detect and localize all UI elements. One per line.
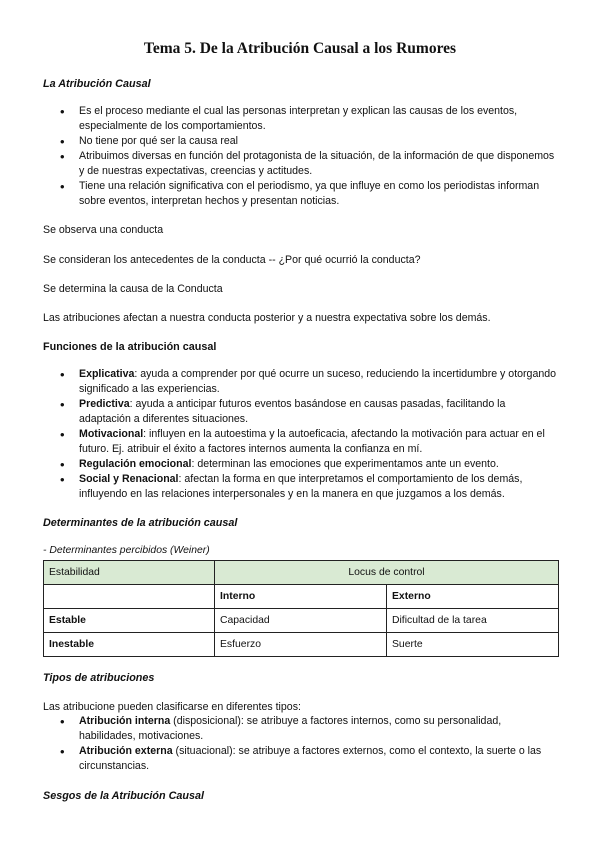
item-text: : influyen en la autoestima y la autoeficacia, afectando la motivación para actuar en el futuro. Ej. atribuir el éxito a factores internos aumenta la confianza en mí. <box>79 428 545 455</box>
item-text: : ayuda a anticipar futuros eventos basándose en causas pasadas, facilitando la adaptación a diferentes situaciones. <box>79 398 506 425</box>
corner-cell: Estabilidad <box>44 561 215 585</box>
list-item: • Es el proceso mediante el cual las personas interpretan y explican las causas de los eventos, especialmente de los comportamientos. <box>43 104 558 134</box>
list-item <box>43 427 558 457</box>
list-item <box>43 472 558 502</box>
table-cell: Capacidad <box>215 609 387 633</box>
list-item <box>43 397 558 427</box>
group-header-cell: Locus de control <box>215 561 559 585</box>
tipos-intro: Las atribucione pueden clasificarse en diferentes tipos: <box>43 701 301 713</box>
closing-paragraph: Las atribuciones afectan a nuestra conducta posterior y a nuestra expectativa sobre los demás. <box>43 312 491 324</box>
list-item <box>43 744 558 774</box>
item-term: Atribución interna <box>79 715 171 727</box>
table-subheader-row <box>44 585 559 609</box>
item-term: Atribución externa <box>79 745 173 757</box>
table-cell: Suerte <box>387 633 559 657</box>
list-item: • Tiene una relación significativa con el periodismo, ya que influye en como los periodistas informan sobre eventos, interpretan hechos y presentan noticias. <box>43 179 558 209</box>
item-text: : ayuda a comprender por qué ocurre un suceso, reduciendo la incertidumbre y otorgando significado a las experiencias. <box>79 368 557 395</box>
item-text: (situacional): se atribuye a factores externos, como el contexto, la suerte o las circunstancias. <box>79 745 542 772</box>
item-text: : afectan la forma en que interpretamos el comportamiento de los demás, influyendo en las relaciones interpersonales y en la manera en que juzgamos a los demás. <box>79 473 523 500</box>
section-heading-tipos: Tipos de atribuciones <box>43 672 155 684</box>
table-row <box>44 609 559 633</box>
atribucion-bullet-list <box>43 104 558 209</box>
row-label: Inestable <box>44 633 215 657</box>
funciones-bullet-list <box>43 367 558 502</box>
table-row <box>44 633 559 657</box>
item-text: (disposicional): se atribuye a factores internos, como su personalidad, habilidades, motivaciones. <box>79 715 502 742</box>
step-observe: Se observa una conducta <box>43 224 164 236</box>
table-cell: Esfuerzo <box>215 633 387 657</box>
item-term: Predictiva <box>79 398 130 410</box>
step-antecedents: Se consideran los antecedentes de la conducta -- ¿Por qué ocurrió la conducta? <box>43 254 421 266</box>
table-cell: Dificultad de la tarea <box>387 609 559 633</box>
tipos-bullet-list <box>43 714 558 774</box>
list-item: • No tiene por qué ser la causa real <box>43 134 558 149</box>
section-heading-determinantes: Determinantes de la atribución causal <box>43 517 238 529</box>
row-label: Estable <box>44 609 215 633</box>
section-heading-funciones: Funciones de la atribución causal <box>43 341 217 353</box>
list-item <box>43 367 558 397</box>
section-heading-atribucion: La Atribución Causal <box>43 78 151 90</box>
determinantes-table <box>43 560 559 657</box>
item-term: Motivacional <box>79 428 144 440</box>
page-title: Tema 5. De la Atribución Causal a los Rumores <box>143 40 457 57</box>
col-header-externo: Externo <box>387 585 559 609</box>
step-cause: Se determina la causa de la Conducta <box>43 283 223 295</box>
item-text: : determinan las emociones que experimentamos ante un evento. <box>191 458 499 470</box>
item-term: Explicativa <box>79 368 135 380</box>
list-item <box>43 714 558 744</box>
table-caption: - Determinantes percibidos (Weiner) <box>43 545 210 556</box>
table-header-row <box>44 561 559 585</box>
col-header-interno: Interno <box>215 585 387 609</box>
list-item: • Atribuimos diversas en función del protagonista de la situación, de la información de que disponemos y de nuestras expectativas, creencias y actitudes. <box>43 149 558 179</box>
list-item <box>43 457 558 472</box>
empty-cell <box>44 585 215 609</box>
section-heading-sesgos: Sesgos de la Atribución Causal <box>43 790 204 802</box>
item-term: Regulación emocional <box>79 458 192 470</box>
item-term: Social y Renacional <box>79 473 179 485</box>
